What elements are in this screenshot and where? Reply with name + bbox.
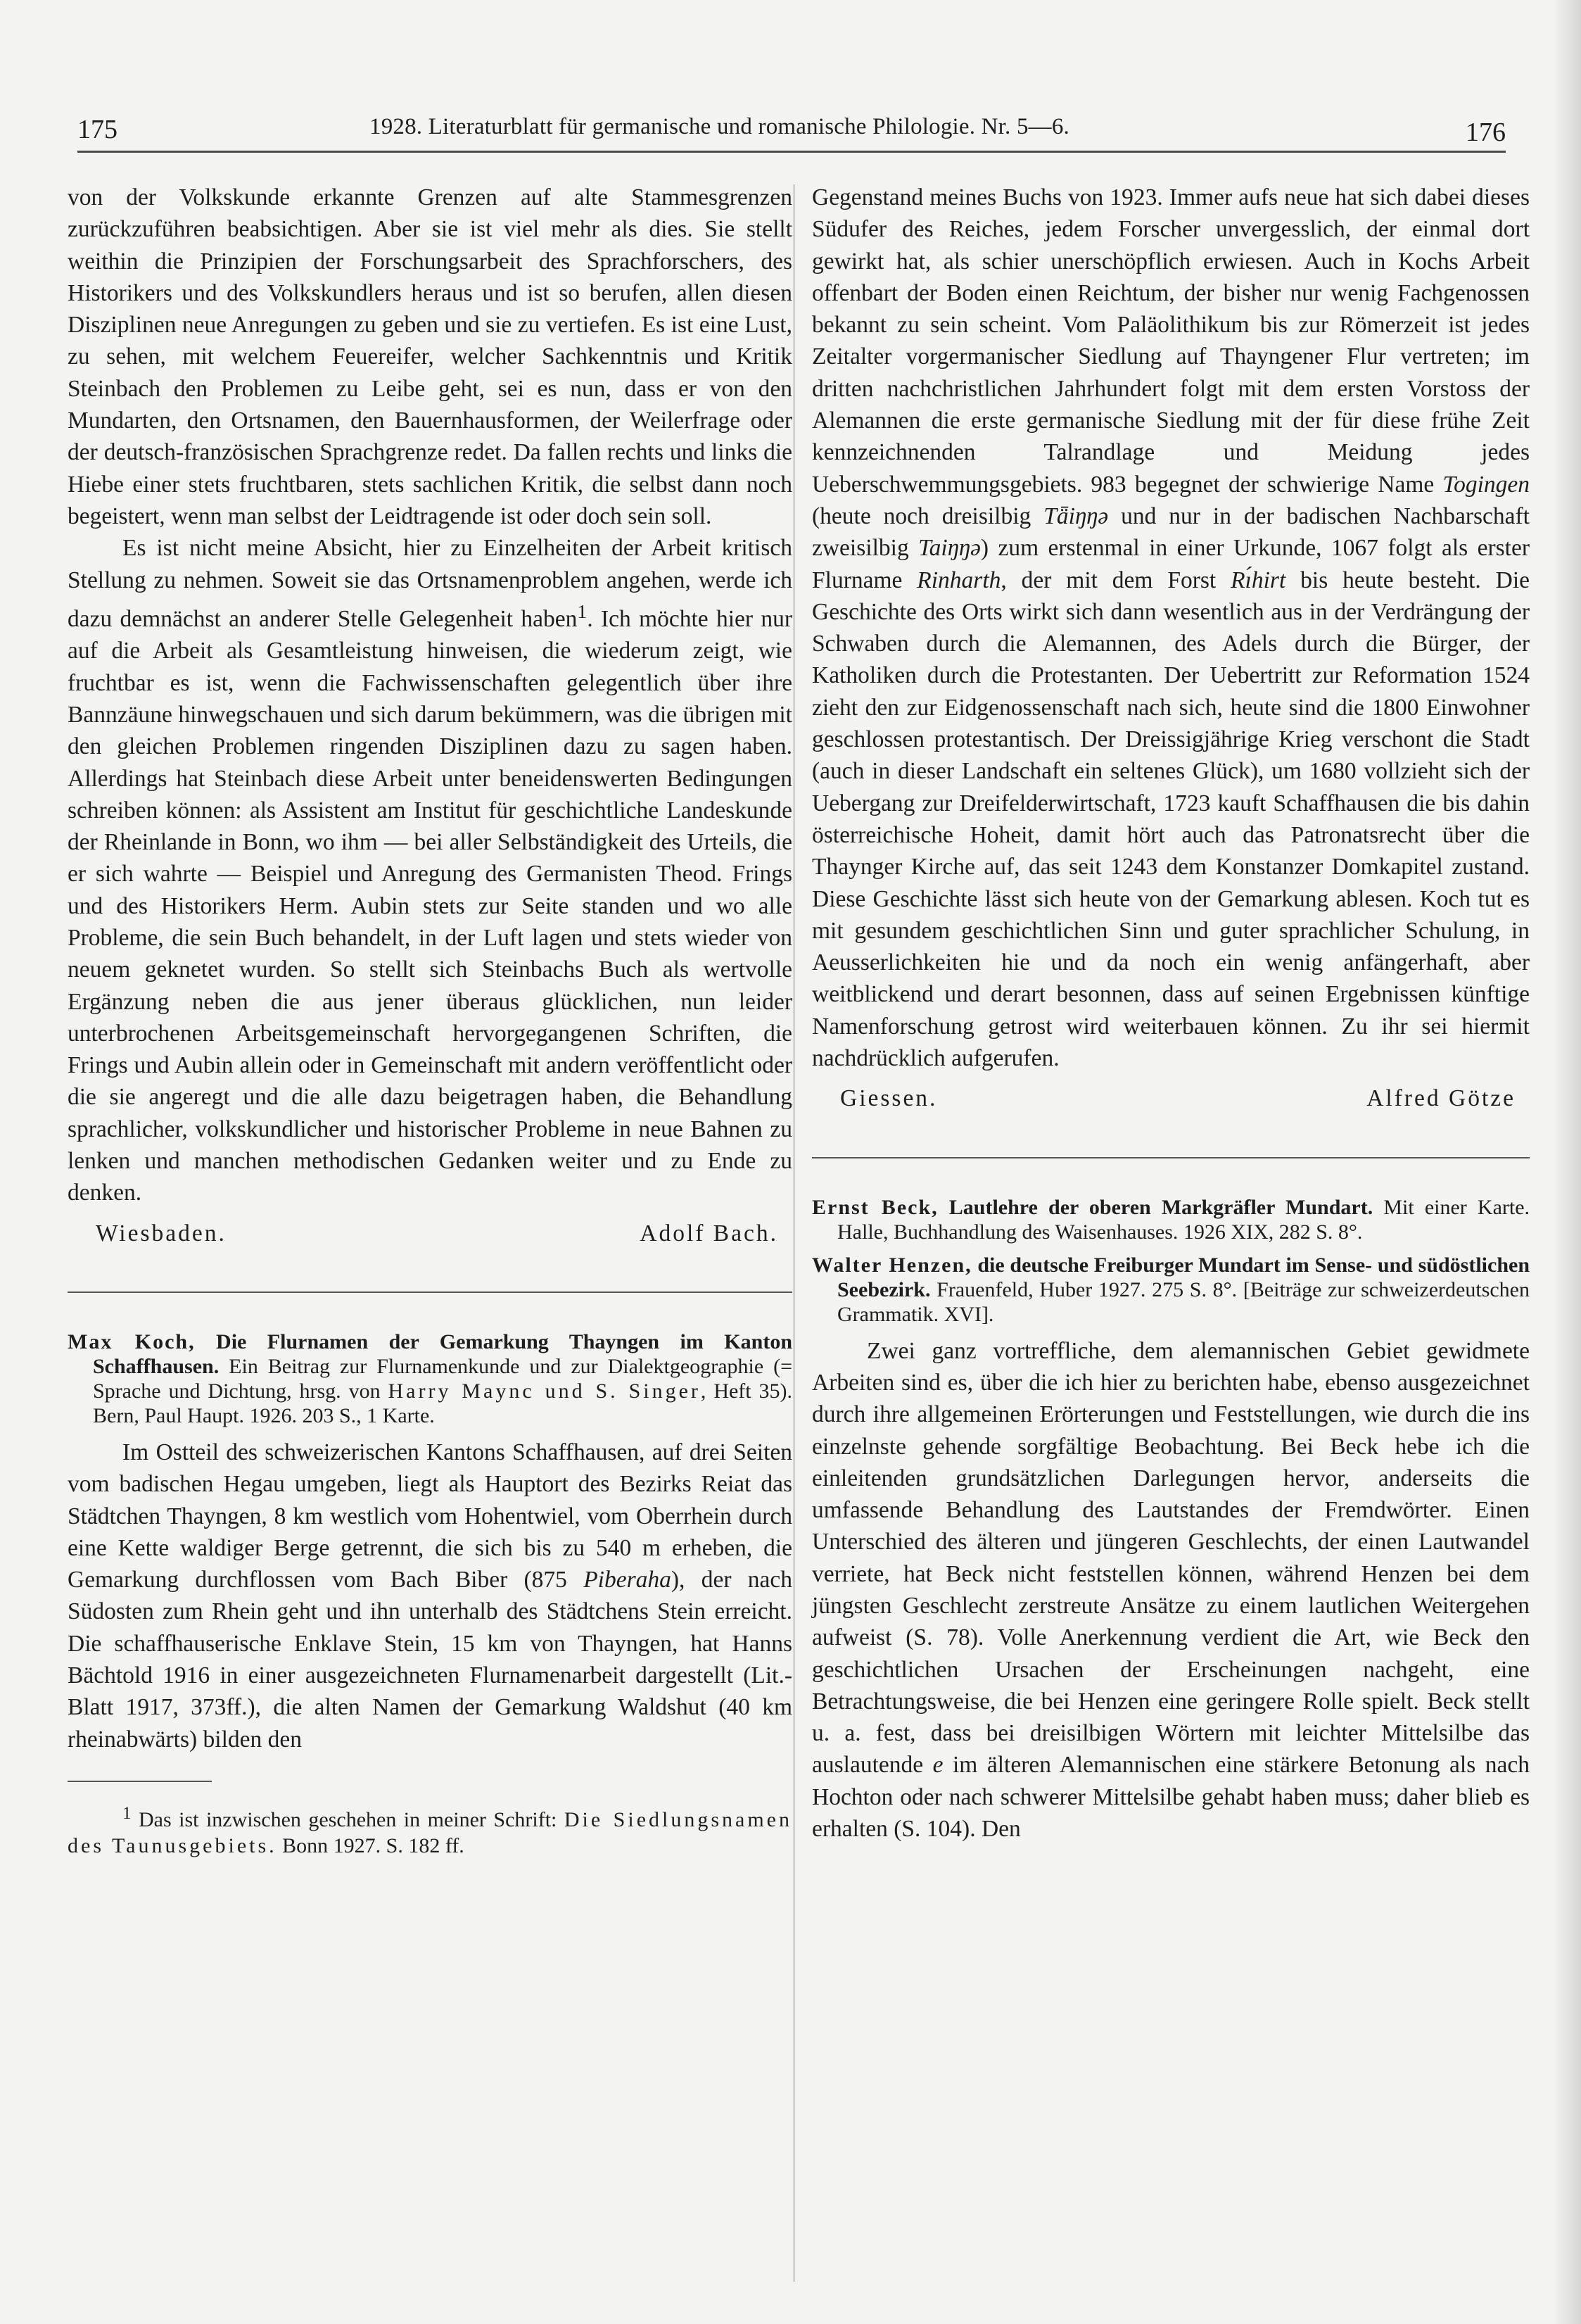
signature-place: Giessen. — [840, 1085, 938, 1112]
review-editors: Harry Maync und S. Singer — [388, 1379, 701, 1403]
paragraph: von der Volkskunde erkannte Grenzen auf alte Stammesgrenzen zurückzuführen beabsichtigen. Aber sie ist viel mehr als dies. Sie stellt weithin die Prinzipien der Forschungsarbeit des Sprachforschers, des Historikers und des Volkskundlers heraus und ist so berufen, allen diesen Disziplinen neue Anregungen zu geben und sie zu vertiefen. Es ist eine Lust, zu sehen, mit welchem Feuereifer, welcher Sachkenntnis und Kritik Steinbach den Problemen zu Leibe geht, sei es nun, dass er von den Mundarten, den Ortsnamen, den Bauernhausformen, der Weilerfrage oder der deutsch-französischen Sprachgrenze redet. Da fallen rechts und links die Hiebe einer stets fruchtbaren, stets sachlichen Kritik, die selbst dann noch begeistert, wenn man selbst der Leidtragende ist oder doch sein soll. — [68, 184, 792, 529]
paragraph-text: und nur in der badischen Nachbarschaft zweisilbig — [812, 503, 1530, 562]
signature-place: Wiesbaden. — [96, 1220, 227, 1246]
review-heading — [812, 1195, 1530, 1244]
italic-term: Tǟiŋŋə — [1043, 503, 1109, 529]
review-bibliography: Frauenfeld, Huber 1927. 275 S. 8°. [Beiträge zur schweizerdeutschen Grammatik. XVI]. — [837, 1277, 1530, 1326]
paragraph-text: Gegenstand meines Buchs von 1923. Immer aufs neue hat sich dabei dieses Südufer des Reiches, jedem Forscher unvergesslich, der einmal dort gewirkt hat, als schier unerschöpflich erwiesen. Auch in Kochs Arbeit offenbart der Boden einen Reichtum, der bisher nur wenig Fachgenossen bekannt zu sein scheint. Vom Paläolithikum bis zur Römerzeit ist jedes Zeitalter vorgermanischer Siedlung auf Thayngener Flur vertreten; im dritten nachchristlichen Jahrhundert folgt mit dem ersten Vorstoss der Alemannen die erste germanische Siedlung mit der für diese frühe Zeit kennzeichnenden Talrandlage und Meidung jedes Ueberschwemmungsgebiets. 983 begegnet der schwierige Name — [812, 184, 1530, 498]
running-header — [77, 104, 1506, 153]
review-heading — [812, 1253, 1530, 1327]
running-title: 1928. Literaturblatt für germanische und romanische Philologie. Nr. 5—6. — [369, 114, 1070, 139]
review-author: Ernst Beck, — [812, 1195, 939, 1219]
paragraph-text: ) zum erstenmal in einer Urkunde, 1067 folgt als erster Flurname — [812, 535, 1530, 593]
signature-reviewer: Adolf Bach. — [640, 1220, 778, 1246]
italic-term: Togingen — [1442, 471, 1530, 498]
footnote — [68, 1800, 792, 1859]
signature-row — [812, 1082, 1530, 1114]
page-number-right: 176 — [1466, 118, 1506, 147]
section-rule — [68, 1292, 792, 1293]
paragraph — [812, 1335, 1530, 1845]
paragraph-text: . Ich möchte hier nur auf die Arbeit als Gesamtleistung hinweisen, die wiederum zeigt, wie fruchtbar es ist, wenn die Fachwissenschaften gelegentlich über ihre Bannzäune hinwegschauen und sich darum bekümmern, was die übrigen mit den gleichen Problemen ringenden Disziplinen dazu zu sagen haben. Allerdings hat Steinbach diese Arbeit unter beneidenswerten Bedingungen schreiben können: als Assistent am Institut für geschichtliche Landeskunde der Rheinlande in Bonn, wo ihm — bei aller Selbständigkeit des Urteils, die er sich wahrte — Beispiel und Anregung des Germanisten Theod. Frings und des Historikers Herm. Aubin stets zur Seite standen und wo alle Probleme, die sein Buch behandelt, in der Luft lagen und stets wieder von neuem geknetet wurden. So stellt sich Steinbachs Buch als wertvolle Ergänzung neben die aus jener überaus glücklichen, nun leider unterbrochenen Arbeitsgemeinschaft hervorgegangenen Schriften, die Frings und Aubin allein oder in Gemeinschaft mit andern veröffentlicht oder die sie angeregt und die alle dazu beigetragen haben, die Behandlung sprachlicher, volkskundlicher und historischer Probleme in neue Bahnen zu lenken und manchen methodischen Gedanken weiter und zu Ende zu denken. — [68, 606, 792, 1206]
paragraph-text: im älteren Alemannischen eine stärkere Betonung als nach Hochton oder nach schwerer Mittelsilbe gehabt haben muss; daher blieb es erhalten (S. 104). Den — [812, 1752, 1530, 1843]
review-heading — [68, 1330, 792, 1428]
paragraph — [68, 532, 792, 1208]
paragraph-text: bis heute besteht. Die Geschichte des Orts wirkt sich dann wesentlich aus in der Verdrängung der Schwaben durch die Alemannen, des Adels durch die Bürger, der Katholiken durch die Protestanten. Der Uebertritt zur Reformation 1524 zieht den zur Eidgenossenschaft nach sich, heute sind die 1800 Einwohner geschlossen protestantisch. Der Dreissigjährige Krieg verschont die Stadt (auch in dieser Landschaft ein seltenes Glück), um 1680 vollzieht sich der Uebergang zur Dreifelderwirtschaft, 1723 kauft Schaffhausen die bis dahin österreichische Hoheit, damit hört auch das Patronatsrecht über die Thaynger Kirche auf, das seit 1243 dem Konstanzer Domkapitel zustand. Diese Geschichte lässt sich heute von der Gemarkung ablesen. Koch tut es mit gesundem geschichtlichen Sinn und guter sprachlicher Schulung, in Aeusserlichkeiten hie und da noch ein wenig anfängerhaft, aber weitblickend und derart besonnen, dass auf seinen Ergebnissen künftige Namenforschung getrost wird weiterbauen können. Zu ihr sei hiermit nachdrücklich aufgerufen. — [812, 567, 1530, 1072]
paragraph-text: Im Ostteil des schweizerischen Kantons Schaffhausen, auf drei Seiten vom badischen Hegau umgeben, liegt als Hauptort des Bezirks Reiat das Städtchen Thayngen, 8 km westlich vom Hohentwiel, vom Oberrhein durch eine Kette waldiger Berge getrennt, die sich bis zu 540 m erheben, die Gemarkung durchflossen vom Bach Biber (875 — [68, 1439, 792, 1593]
signature-reviewer: Alfred Götze — [1366, 1085, 1516, 1112]
review-book-title: die deutsche Freiburger Mundart im Sense- und südöstlichen Seebezirk. — [837, 1253, 1530, 1301]
paragraph — [68, 1436, 792, 1755]
review-book-title: Lautlehre der oberen Markgräfler Mundart. — [948, 1195, 1373, 1219]
review-author: Max Koch, — [68, 1330, 196, 1353]
left-column — [68, 182, 792, 1859]
review-book-title: Die Flurnamen der Gemarkung Thayngen im Kanton Schaffhausen. — [93, 1330, 792, 1378]
review-bibliography: Mit einer Karte. Halle, Buchhandlung des Waisenhauses. 1926 XIX, 282 S. 8°. — [837, 1195, 1530, 1244]
paragraph-text: Zwei ganz vortreffliche, dem alemannischen Gebiet gewidmete Arbeiten sind es, über die ich hier zu berichten habe, ebenso ausgezeichnet durch ihre allgemeinen Erörterungen und Feststellungen, wie durch die ins einzelnste gehende sorgfältige Beobachtung. Bei Beck hebe ich die einleitenden grundsätzlichen Darlegungen hervor, anderseits die umfassende Behandlung des Lautstandes der Fremdwörter. Einen Unterschied des älteren und jüngeren Geschlechts, der einen Lautwandel verriete, hat Beck nicht feststellen können, während Henzen bei dem jüngsten Geschlecht zerstreute Ansätze zu einem lautlichen Weitergehen aufweist (S. 78). Volle Anerkennung verdient die Art, wie Beck den geschichtlichen Ursachen der Erscheinungen nachgeht, eine Betrachtungsweise, die bei Henzen eine geringere Rolle spielt. Beck stellt u. a. fest, dass bei dreisilbigen Wörtern mit leichter Mittelsilbe das auslautende — [812, 1337, 1530, 1779]
paragraph-text: Es ist nicht meine Absicht, hier zu Einzelheiten der Arbeit kritisch Stellung zu nehmen. Soweit sie das Ortsnamenproblem angehen, werde ich dazu demnächst an anderer Stelle Gelegenheit haben — [68, 535, 792, 633]
paragraph-text: ), der nach Südosten zum Rhein geht und ihn unterhalb des Städtchens Stein erreicht. Die schaffhauserische Enklave Stein, 15 km von Thayngen, hat Hanns Bächtold 1916 in einer ausgezeichneten Flurnamenarbeit dargestellt (Lit.-Blatt 1917, 373ff.), die alten Namen der Gemarkung Waldshut (40 km rheinabwärts) bilden den — [68, 1567, 793, 1753]
paragraph-text: (heute noch dreisilbig — [812, 503, 1044, 529]
italic-term: e — [932, 1752, 944, 1779]
italic-term: Taiŋŋə — [918, 535, 981, 562]
paragraph — [812, 182, 1530, 1074]
italic-term: Rı́hirt — [1231, 567, 1286, 593]
italic-term: Rinharth — [917, 567, 1001, 593]
footnote-title: Die Siedlungsnamen des Taunusgebiets. — [68, 1807, 792, 1857]
signature-row — [68, 1218, 792, 1249]
italic-term: Piberaha — [583, 1567, 671, 1593]
review-bibliography: Ein Beitrag zur Flurnamenkunde und zur Dialektgeographie (= Sprache und Dichtung, hrsg. von — [93, 1354, 792, 1403]
footnote-marker[interactable]: 1 — [577, 600, 588, 623]
header-rule — [77, 151, 1506, 153]
section-rule — [812, 1157, 1530, 1158]
review-bibliography: , Heft 35). Bern, Paul Haupt. 1926. 203 S., 1 Karte. — [93, 1379, 793, 1427]
page-number-left: 175 — [77, 115, 118, 144]
footnote-number: 1 — [122, 1803, 132, 1823]
page-edge-shadow — [1553, 0, 1581, 2324]
paragraph-text: , der mit dem Forst — [1001, 567, 1231, 593]
footnote-text: Bonn 1927. S. 182 ff. — [282, 1833, 464, 1857]
footnote-text: Das ist inzwischen geschehen in meiner Schrift: — [138, 1807, 557, 1831]
review-author: Walter Henzen, — [812, 1253, 972, 1277]
right-column — [812, 182, 1530, 1845]
footnote-rule — [68, 1781, 212, 1782]
